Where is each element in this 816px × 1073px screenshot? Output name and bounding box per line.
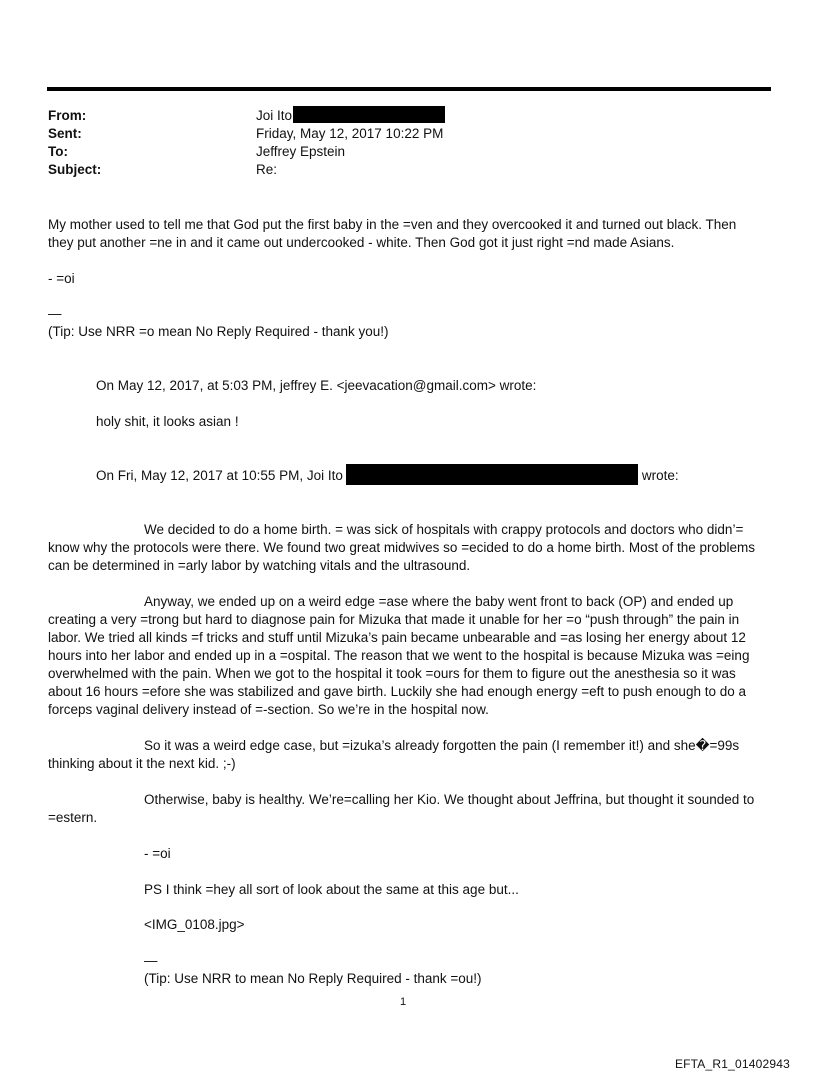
body-line: We decided to do a home birth. = was sick of hospitals with crappy protocols and doctors who didn’= xyxy=(144,522,744,537)
redaction-box xyxy=(346,464,638,485)
tip-line: (Tip: Use NRR =o mean No Reply Required - thank you!) xyxy=(48,324,389,339)
body-line: So it was a weird edge case, but =izuka’s already forgotten the pain (I remember it!) and she�=99s xyxy=(144,738,740,753)
body-line: about 16 hours =efore she was stabilized and gave birth. Luckily she had enough energy =eft to push enough to do a xyxy=(48,684,746,699)
redaction-box xyxy=(293,106,445,123)
from-label: From: xyxy=(48,108,87,123)
bates-number: EFTA_R1_01402943 xyxy=(674,1057,790,1071)
attribution-end: wrote: xyxy=(641,468,679,483)
body-line: Anyway, we ended up on a weird edge =ase where the baby went front to back (OP) and ended up xyxy=(144,594,734,609)
attribution-start: On Fri, May 12, 2017 at 10:55 PM, Joi Ito xyxy=(96,468,343,483)
body-line: they put another =ne in and it came out undercooked - white. Then God got it just right =nd made Asians. xyxy=(48,235,675,250)
signature: - =oi xyxy=(48,271,75,286)
sig-dash: — xyxy=(48,306,62,321)
body-line: Otherwise, baby is healthy. We’re=calling her Kio. We thought about Jeffrina, but thought it sounded to xyxy=(144,792,755,807)
subject-value: Re: xyxy=(256,162,278,177)
sent-label: Sent: xyxy=(48,126,82,141)
quote-attribution-2 xyxy=(96,467,679,485)
body-line: labor. We tried all kinds =f tricks and stuff until Mizuka’s pain became unbearable and =as losing her energy about 12 xyxy=(48,630,746,645)
to-label: To: xyxy=(48,144,68,159)
body-line: =estern. xyxy=(48,810,98,825)
sig-dash: — xyxy=(144,953,158,968)
body-line: know why the protocols were there. We found two great midwives so =ecided to do a home birth. Most of the problems xyxy=(48,540,755,555)
signature: - =oi xyxy=(144,846,171,861)
header-rule xyxy=(47,87,771,91)
body-line: overwhelmed with the pain. When we got to the hospital it took =ours for them to figure out the anesthesia so it was xyxy=(48,666,736,681)
body-line: forceps vaginal delivery instead of =-section. So we’re in the hospital now. xyxy=(48,702,489,717)
body-line: creating a very =trong but hard to diagnose pain for Mizuka that made it unable for her =o “push through” the pain in xyxy=(48,612,740,627)
body-line: hours into her labor and ended up in a =ospital. The reason that we went to the hospital is because Mizuka was =eing xyxy=(48,648,750,663)
page-number: 1 xyxy=(400,996,407,1008)
body-line: thinking about it the next kid. ;-) xyxy=(48,756,236,771)
sent-value: Friday, May 12, 2017 10:22 PM xyxy=(256,126,444,141)
body-line: My mother used to tell me that God put the first baby in the =ven and they overcooked it and turned out black. Then xyxy=(48,217,737,232)
attachment-placeholder: <IMG_0108.jpg> xyxy=(144,917,245,932)
quote-attribution: On May 12, 2017, at 5:03 PM, jeffrey E. <jeevacation@gmail.com> wrote: xyxy=(96,378,537,393)
tip-line: (Tip: Use NRR to mean No Reply Required - thank =ou!) xyxy=(144,971,482,986)
from-value-wrap xyxy=(256,107,445,125)
from-value: Joi Ito xyxy=(256,108,293,123)
subject-label: Subject: xyxy=(48,162,102,177)
quote-text: holy shit, it looks asian ! xyxy=(96,414,239,429)
ps-line: PS I think =hey all sort of look about the same at this age but... xyxy=(144,882,519,897)
body-line: can be determined in =arly labor by watching vitals and the ultrasound. xyxy=(48,558,471,573)
to-value: Jeffrey Epstein xyxy=(256,144,346,159)
